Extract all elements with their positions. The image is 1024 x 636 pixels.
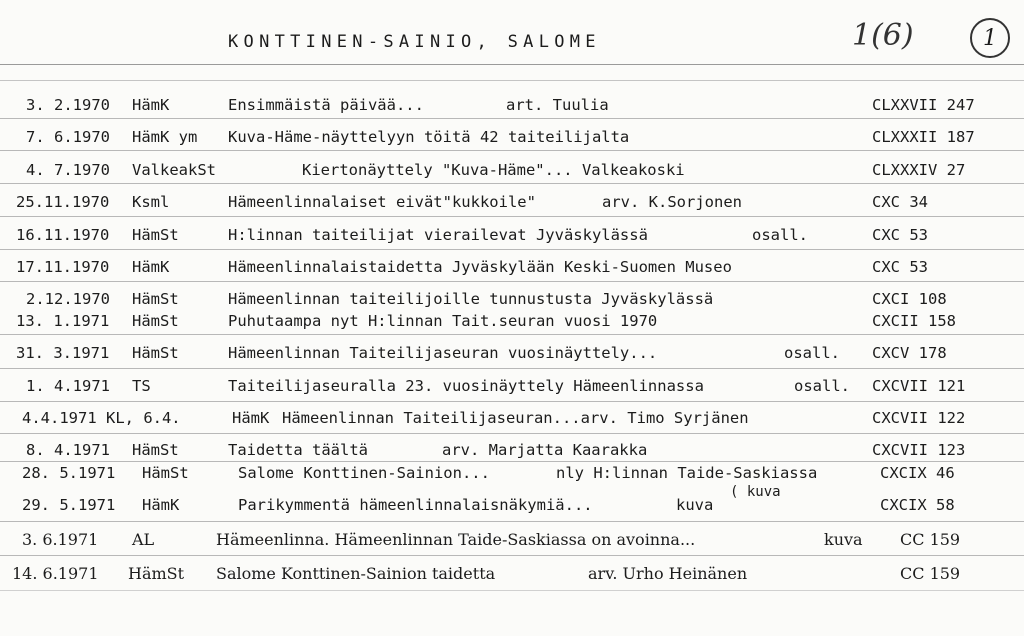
row-date: 17.11.1970 [16,258,110,276]
row-title: Kuva-Häme-näyttelyyn töitä 42 taiteilijalta [228,128,630,146]
row-title: Taiteilijaseuralla 23. vuosinäyttely Hämeenlinnassa [228,377,704,395]
row-ref: CXCII 158 [872,312,956,330]
row-ref: CXCVII 121 [872,377,966,395]
row-source: Ksml [132,193,170,211]
row-source: HämK ym [132,128,198,146]
row-date: 7. 6.1970 [26,128,110,146]
row-date: 14. 6.1971 [12,564,99,583]
row-note: arv. K.Sorjonen [602,193,742,211]
row-note: osall. [752,226,808,244]
row-date: 1. 4.1971 [26,377,110,395]
table-row [0,564,1024,592]
row-title: Puhutaampa nyt H:linnan Tait.seuran vuosi 1970 [228,312,658,330]
row-ref: CXCVII 122 [872,409,966,427]
row-date: 13. 1.1971 [16,312,110,330]
row-source: TS [132,377,151,395]
row-title: Hämeenlinnan taiteilijoille tunnustusta Jyväskylässä [228,290,714,308]
row-source: HämK [232,409,270,427]
row-title: H:linnan taiteilijat vierailevat Jyväskylässä [228,226,648,244]
row-date: 28. 5.1971 [22,464,116,482]
table-row [0,161,1024,189]
table-row [0,409,1024,437]
row-source: HämSt [142,464,189,482]
row-source: HämK [132,258,170,276]
row-title: Salome Konttinen-Sainion... [238,464,490,482]
row-source: HämSt [132,344,179,362]
row-date: 25.11.1970 [16,193,110,211]
row-ref: CXCIX 46 [880,464,955,482]
row-ref: CLXXXII 187 [872,128,975,146]
row-source: AL [132,530,155,549]
row-date: 4.4.1971 KL, 6.4. [22,409,181,427]
row-source: HämK [132,96,170,114]
header-rule-lower [0,80,1024,81]
row-ref: CLXXXIV 27 [872,161,966,179]
row-title: Kiertonäyttely "Kuva-Häme"... Valkeakoski [302,161,685,179]
card-number-badge: 1 [970,18,1010,58]
row-ref: CXC 53 [872,226,928,244]
table-row [0,258,1024,286]
row-title: Parikymmentä hämeenlinnalaisnäkymiä... [238,496,593,514]
row-source: HämSt [132,312,179,330]
row-source: HämSt [132,226,179,244]
table-row [0,484,1024,524]
row-ref: CC 159 [900,530,961,549]
row-rule [0,590,1024,591]
row-ref: CC 159 [900,564,961,583]
row-title: Hämeenlinnalaiset eivät"kukkoile" [228,193,536,211]
row-date: 29. 5.1971 [22,496,116,514]
row-source: ValkeakSt [132,161,216,179]
row-note: kuva [824,530,863,549]
row-title: Hämeenlinnalaistaidetta Jyväskylään Keski-Suomen Museo [228,258,732,276]
row-date: 31. 3.1971 [16,344,110,362]
row-ref: CXCV 178 [872,344,947,362]
row-note: arv. Urho Heinänen [588,564,748,583]
row-date: 3. 2.1970 [26,96,110,114]
row-title: Taidetta täältä [228,441,368,459]
row-note: nly H:linnan Taide-Saskiassa [556,464,818,482]
row-date: 4. 7.1970 [26,161,110,179]
table-row [0,226,1024,254]
row-title: Hämeenlinnan Taiteilijaseuran...arv. Timo Syrjänen [282,409,749,427]
row-extra-note: ( kuva [730,484,781,500]
row-title: Salome Konttinen-Sainion taidetta [216,564,496,583]
row-ref: CXC 34 [872,193,928,211]
row-ref: CXC 53 [872,258,928,276]
row-note: kuva [676,496,714,514]
row-date: 8. 4.1971 [26,441,110,459]
row-date: 2.12.1970 [26,290,110,308]
row-ref: CXCIX 58 [880,496,955,514]
row-ref: CXCVII 123 [872,441,966,459]
row-date: 3. 6.1971 [22,530,99,549]
table-row [0,312,1024,340]
card-title: KONTTINEN-SAINIO, SALOME [228,32,601,52]
table-row [0,193,1024,221]
table-row [0,377,1024,405]
row-source: HämSt [128,564,185,583]
row-ref: CLXXVII 247 [872,96,975,114]
row-source: HämK [142,496,180,514]
row-source: HämSt [132,441,179,459]
row-title: Hämeenlinnan Taiteilijaseuran vuosinäyttely... [228,344,658,362]
table-row [0,344,1024,372]
row-note: osall. [794,377,850,395]
row-source: HämSt [132,290,179,308]
row-note: arv. Marjatta Kaarakka [442,441,648,459]
header-rule [0,64,1024,65]
row-title: Ensimmäistä päivää... [228,96,424,114]
table-row [0,530,1024,558]
table-row [0,96,1024,124]
page-number: 1(6) [852,18,914,53]
table-row [0,464,1024,492]
row-note: osall. [784,344,840,362]
row-note: art. Tuulia [506,96,609,114]
table-row [0,128,1024,156]
row-title: Hämeenlinna. Hämeenlinnan Taide-Saskiassa on avoinna... [216,530,696,549]
row-ref: CXCI 108 [872,290,947,308]
row-date: 16.11.1970 [16,226,110,244]
